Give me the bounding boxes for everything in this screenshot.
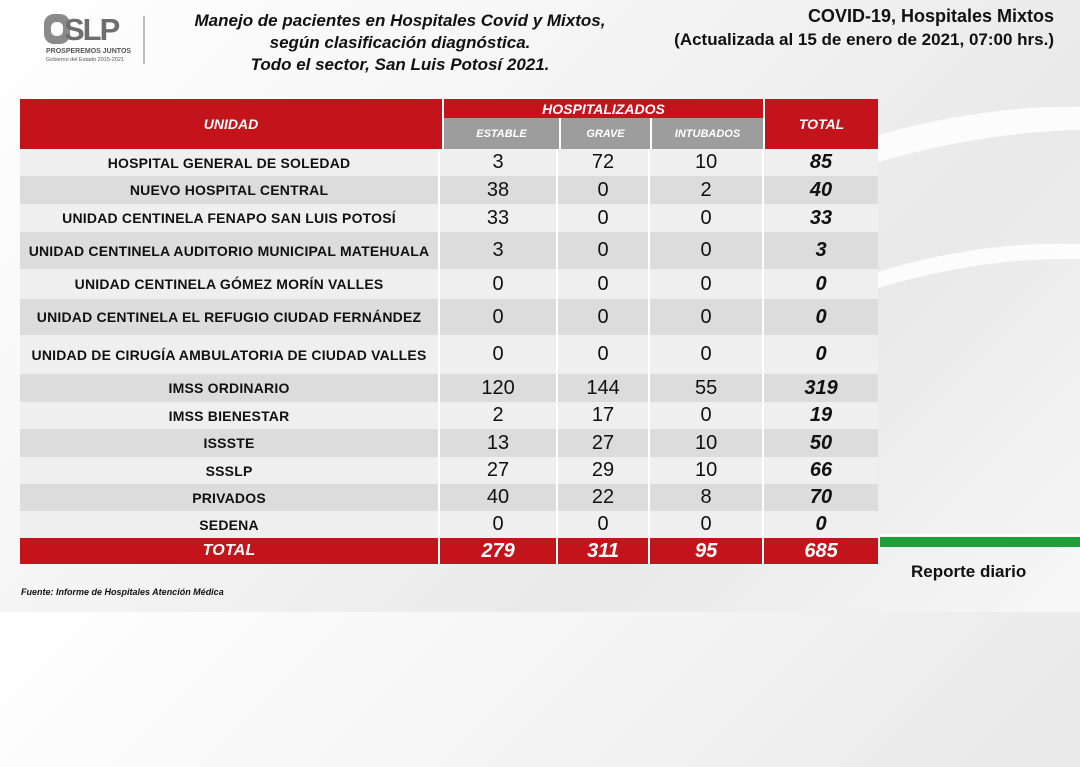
title-line: Todo el sector, San Luis Potosí 2021. bbox=[250, 55, 550, 74]
cell-total: 0 bbox=[762, 511, 878, 538]
cell-unit: TOTAL bbox=[202, 542, 256, 559]
cell-unit: SSSLP bbox=[205, 462, 253, 479]
title-line: Manejo de pacientes en Hospitales Covid y Mixtos, bbox=[194, 11, 606, 30]
table-row bbox=[20, 457, 878, 484]
cell-total: 0 bbox=[762, 335, 878, 374]
cell-estable: 0 bbox=[438, 269, 556, 299]
cell-unit: NUEVO HOSPITAL CENTRAL bbox=[129, 182, 329, 198]
cell-intubados: 10 bbox=[648, 429, 762, 457]
header-total: TOTAL bbox=[763, 99, 878, 149]
cell-grave: 22 bbox=[556, 484, 648, 511]
cell-unit: UNIDAD CENTINELA FENAPO SAN LUIS POTOSÍ bbox=[62, 210, 396, 226]
accent-bar bbox=[880, 537, 1080, 547]
source-note: Fuente: Informe de Hospitales Atención Médica bbox=[21, 587, 224, 597]
cell-total: 66 bbox=[762, 457, 878, 484]
cell-intubados: 95 bbox=[648, 538, 762, 564]
logo-divider bbox=[143, 16, 145, 64]
cell-total: 685 bbox=[762, 538, 878, 564]
cell-estable: 279 bbox=[438, 538, 556, 564]
report-title: COVID-19, Hospitales Mixtos bbox=[807, 6, 1054, 26]
cell-grave: 0 bbox=[556, 299, 648, 335]
cell-estable: 38 bbox=[438, 176, 556, 204]
cell-grave: 0 bbox=[556, 204, 648, 232]
header-unit: UNIDAD bbox=[20, 99, 442, 149]
cell-intubados: 10 bbox=[648, 149, 762, 176]
cell-intubados: 0 bbox=[648, 335, 762, 374]
slp-logo-subtitle: Gobierno del Estado 2015-2021 bbox=[46, 57, 124, 63]
table-row bbox=[20, 429, 878, 457]
cell-estable: 0 bbox=[438, 335, 556, 374]
cell-total: 70 bbox=[762, 484, 878, 511]
cell-grave: 29 bbox=[556, 457, 648, 484]
cell-estable: 2 bbox=[438, 402, 556, 429]
cell-estable: 3 bbox=[438, 232, 556, 269]
header-hospitalizados: HOSPITALIZADOS bbox=[442, 99, 763, 118]
cell-grave: 0 bbox=[556, 176, 648, 204]
cell-total: 319 bbox=[762, 374, 878, 402]
slp-logo bbox=[44, 14, 140, 70]
table-row bbox=[20, 402, 878, 429]
cell-grave: 144 bbox=[556, 374, 648, 402]
cell-grave: 0 bbox=[556, 232, 648, 269]
table-row bbox=[20, 176, 878, 204]
slp-logo-tagline: PROSPEREMOS JUNTOS bbox=[46, 48, 132, 55]
cell-intubados: 8 bbox=[648, 484, 762, 511]
cell-estable: 40 bbox=[438, 484, 556, 511]
cell-unit: UNIDAD CENTINELA EL REFUGIO CIUDAD FERNÁNDEZ bbox=[36, 309, 422, 325]
header-estable: ESTABLE bbox=[442, 118, 559, 149]
cell-unit: UNIDAD DE CIRUGÍA AMBULATORIA DE CIUDAD VALLES bbox=[31, 346, 427, 363]
daily-report-label: Reporte diario bbox=[911, 562, 1027, 581]
table-row bbox=[20, 204, 878, 232]
cell-total: 40 bbox=[762, 176, 878, 204]
cell-unit: HOSPITAL GENERAL DE SOLEDAD bbox=[107, 154, 351, 171]
cell-grave: 0 bbox=[556, 269, 648, 299]
table-row bbox=[20, 232, 878, 269]
cell-grave: 0 bbox=[556, 335, 648, 374]
total-row bbox=[20, 538, 878, 564]
cell-grave: 0 bbox=[556, 511, 648, 538]
cell-unit: SEDENA bbox=[199, 516, 259, 533]
cell-intubados: 0 bbox=[648, 204, 762, 232]
cell-total: 50 bbox=[762, 429, 878, 457]
cell-intubados: 0 bbox=[648, 232, 762, 269]
table-row bbox=[20, 335, 878, 374]
table-row bbox=[20, 374, 878, 402]
cell-estable: 0 bbox=[438, 511, 556, 538]
cell-estable: 3 bbox=[438, 149, 556, 176]
title-line: según clasificación diagnóstica. bbox=[269, 33, 531, 52]
header-intubados: INTUBADOS bbox=[650, 118, 763, 149]
cell-estable: 0 bbox=[438, 299, 556, 335]
update-timestamp: (Actualizada al 15 de enero de 2021, 07:00 hrs.) bbox=[674, 30, 1054, 49]
cell-unit: PRIVADOS bbox=[192, 489, 266, 506]
accent-divider bbox=[880, 534, 1080, 536]
cell-total: 3 bbox=[762, 232, 878, 269]
cell-intubados: 55 bbox=[648, 374, 762, 402]
header-grave: GRAVE bbox=[559, 118, 650, 149]
cell-unit: UNIDAD CENTINELA GÓMEZ MORÍN VALLES bbox=[74, 276, 384, 292]
cell-unit: ISSSTE bbox=[203, 435, 255, 451]
table-row bbox=[20, 511, 878, 538]
cell-intubados: 0 bbox=[648, 269, 762, 299]
cell-total: 0 bbox=[762, 299, 878, 335]
table-row bbox=[20, 149, 878, 176]
cell-total: 19 bbox=[762, 402, 878, 429]
cell-intubados: 0 bbox=[648, 511, 762, 538]
cell-unit: UNIDAD CENTINELA AUDITORIO MUNICIPAL MATEHUALA bbox=[28, 242, 430, 259]
table-row bbox=[20, 269, 878, 299]
table-row bbox=[20, 484, 878, 511]
cell-intubados: 0 bbox=[648, 299, 762, 335]
cell-unit: IMSS BIENESTAR bbox=[168, 407, 290, 424]
cell-grave: 311 bbox=[556, 538, 648, 564]
cell-estable: 27 bbox=[438, 457, 556, 484]
cell-estable: 120 bbox=[438, 374, 556, 402]
cell-unit: IMSS ORDINARIO bbox=[168, 380, 290, 396]
cell-intubados: 0 bbox=[648, 402, 762, 429]
cell-intubados: 2 bbox=[648, 176, 762, 204]
slp-logo-text: SLP bbox=[64, 12, 119, 47]
cell-estable: 13 bbox=[438, 429, 556, 457]
page-title bbox=[160, 10, 640, 76]
table-row bbox=[20, 299, 878, 335]
cell-total: 85 bbox=[762, 149, 878, 176]
cell-grave: 27 bbox=[556, 429, 648, 457]
cell-total: 33 bbox=[762, 204, 878, 232]
cell-grave: 72 bbox=[556, 149, 648, 176]
cell-estable: 33 bbox=[438, 204, 556, 232]
cell-grave: 17 bbox=[556, 402, 648, 429]
cell-intubados: 10 bbox=[648, 457, 762, 484]
cell-total: 0 bbox=[762, 269, 878, 299]
